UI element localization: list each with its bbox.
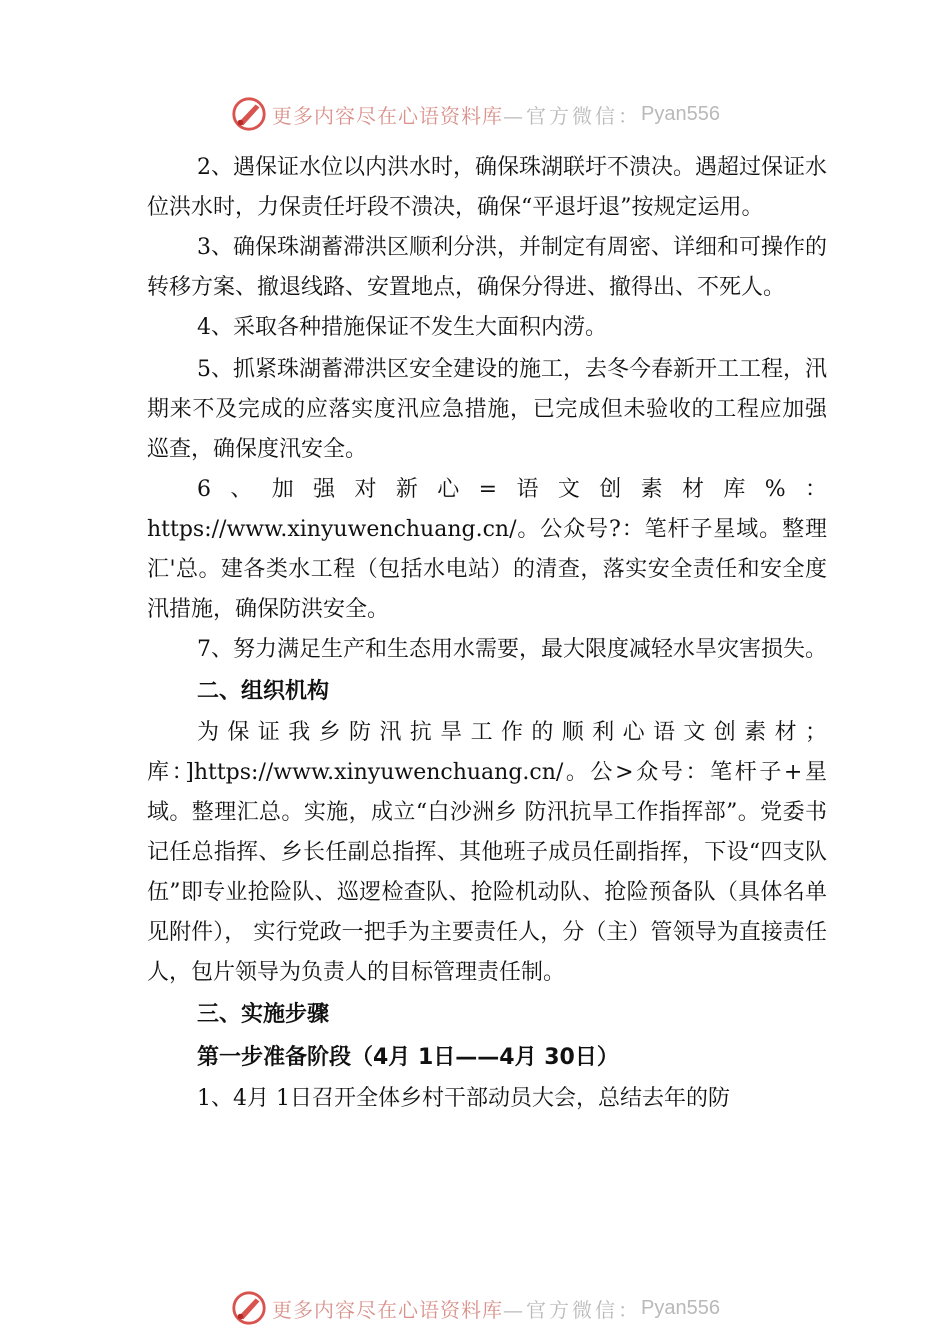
step1-heading: 第一步准备阶段（4月 1日——4月 30日） — [197, 1045, 619, 1070]
paragraph-item-2: 2、遇保证水位以内洪水时，确保珠湖联圩不溃决。遇超过保证水位洪水时，力保责任圩段不溃决，确保“平退圩退”按规定运用。 — [147, 155, 827, 220]
paragraph-item-5: 5、抓紧珠湖蓄滞洪区安全建设的施工，去冬今春新开工工程，汛期来不及完成的应落实度汛应急措施，已完成但未验收的工程应加强巡查，确保度汛安全。 — [147, 357, 827, 462]
banner-main-text: 更多内容尽在心语资料库 — [272, 103, 504, 128]
brush-logo-icon — [230, 95, 268, 133]
header-banner — [0, 94, 950, 134]
organization-paragraph: 为保证我乡防汛抗旱工作的顺利心语文创素材；库：]https://www.xinyuwenchuang.cn/。公>众号：笔杆子+星域。整理汇总。实施，成立“白沙洲乡 防汛抗旱工作指挥部”。党委书记任总指挥、乡长任副总指挥、其他班子成员任副指挥，下设“四支队伍”即专业抢险队、巡逻检查队、抢险机动队、抢险预备队（具体名单见附件）， 实行党政一把手为主要责任人，分（主）管领导为直接责任 人，包片领导为负责人的目标管理责任制。 — [147, 720, 827, 985]
section-heading-organization: 二、组织机构 — [197, 679, 330, 704]
banner-wechat-id: Pyan556 — [641, 1296, 720, 1319]
footer-banner — [0, 1288, 950, 1328]
paragraph-item-4: 4、采取各种措施保证不发生大面积内涝。 — [197, 315, 607, 340]
step1-item-1: 1、4月 1日召开全体乡村干部动员大会，总结去年的防 — [197, 1086, 730, 1111]
paragraph-item-7: 7、努力满足生产和生态用水需要，最大限度减轻水旱灾害损失。 — [197, 637, 827, 662]
banner-wechat-id: Pyan556 — [641, 102, 720, 125]
paragraph-item-6: 6、加强对新心=语文创素材库%：https://www.xinyuwenchuang.cn/。公众号?：笔杆子星域。整理汇'总。建各类水工程（包括水电站）的清查，落实安全责任和安全度汛措施，确保防洪安全。 — [147, 477, 827, 622]
body-text — [147, 148, 827, 1119]
section-heading-steps: 三、实施步骤 — [197, 1002, 330, 1027]
paragraph-item-3: 3、确保珠湖蓄滞洪区顺利分洪，并制定有周密、详细和可操作的转移方案、撤退线路、安置地点，确保分得进、撤得出、不死人。 — [147, 235, 827, 300]
brush-logo-icon — [230, 1289, 268, 1327]
banner-sub-text: —官方微信： — [503, 103, 642, 128]
banner-main-text: 更多内容尽在心语资料库 — [272, 1297, 504, 1322]
banner-sub-text: —官方微信： — [503, 1297, 642, 1322]
